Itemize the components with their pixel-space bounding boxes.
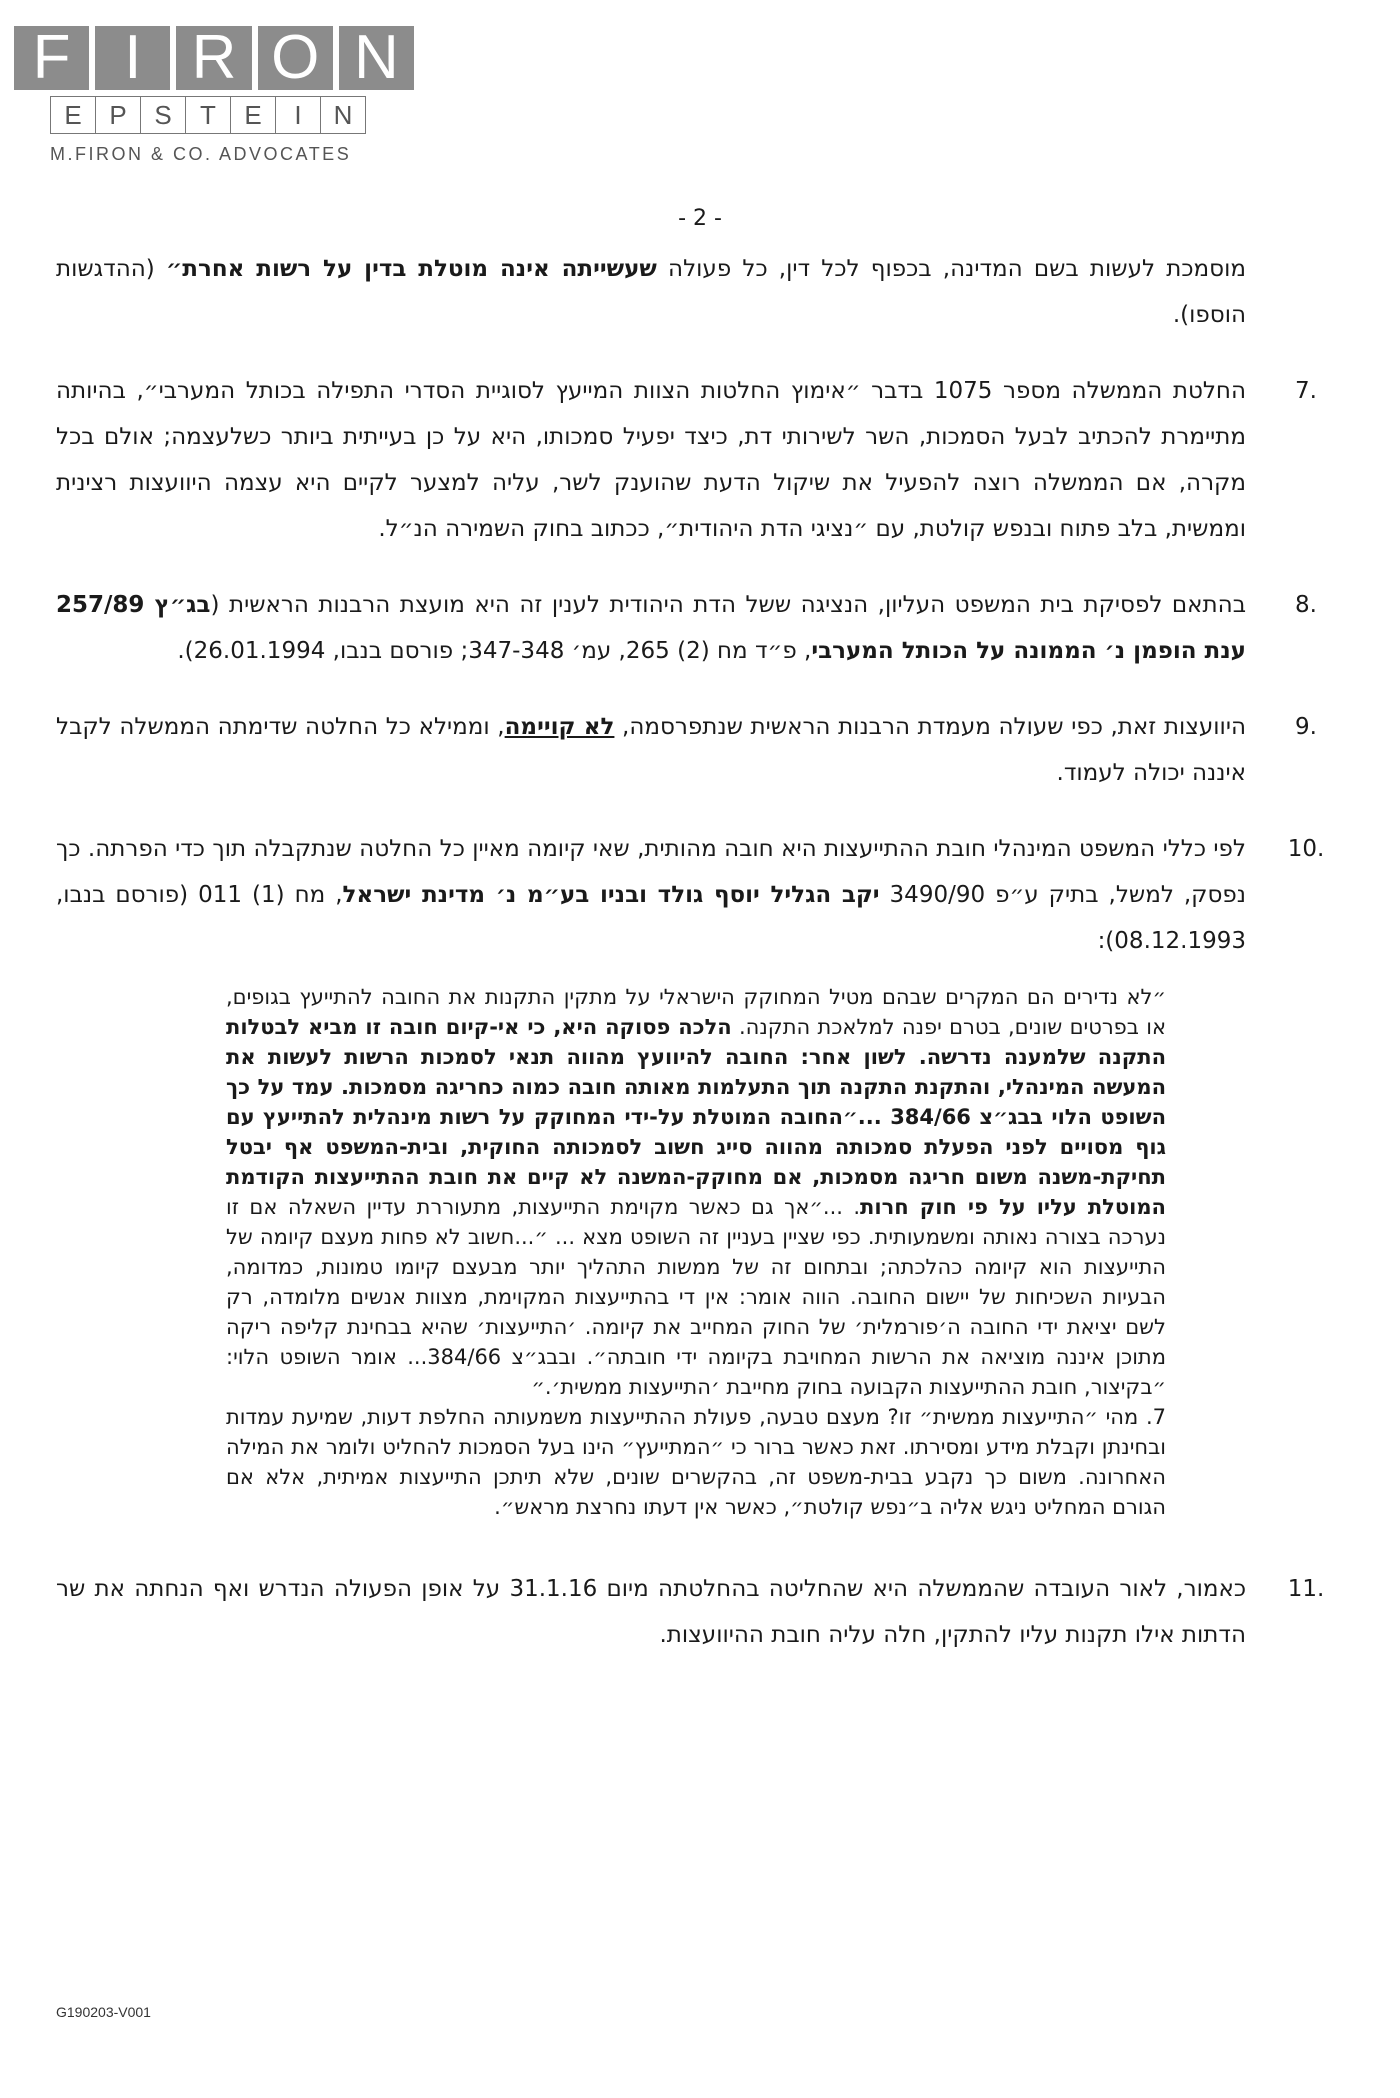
quote-text: 7. מהי ״התייעצות ממשית״ זו? מעצם טבעה, פעולת ההתייעצות משמעותה החלפת דעות, שמיעת עמדות ובחינתן וקבלת מידע ומסירתו. זאת כאשר ברור כי ״המתייעץ״ הינו בעל הסמכות להחליט ולומר את המילה האחרונה. משום כך נקבע בבית-משפט זה, בהקשרים שונים, שלא תיתכן התייעצות אמיתית, אלא אם הגורם המחליט ניגש אליה ב״נפש קולטת״, כאשר אין דעתו נחרצת מראש״. — [226, 1405, 1166, 1519]
paragraph-text: כאמור, לאור העובדה שהממשלה היא שהחליטה בהחלטתה מיום 31.1.16 על אופן הפעולה הנדרש ואף הנחתה את שר הדתות אילו תקנות עליו להתקין, חלה עליה חובת ההיוועצות. — [56, 1576, 1246, 1648]
quote-text: ״לא נדירים הם המקרים שבהם מטיל המחוקק הישראלי על מתקין התקנות את החובה להתייעץ בגופים, או בפרטים שונים, בטרם יפנה למלאכת התקנה. — [226, 985, 1166, 1039]
logo-letter: F — [14, 26, 89, 90]
firm-subtitle: M.FIRON & CO. ADVOCATES — [50, 144, 352, 164]
logo-epstein — [50, 96, 414, 134]
paragraph-number: 8. — [1295, 592, 1317, 618]
firm-logo — [14, 23, 414, 178]
bold-text-run: שעשייתה אינה מוטלת בדין על רשות אחרת״ — [165, 256, 657, 282]
quote-text: . ...״אך גם כאשר מקוימת התייעצות, מתעוררת עדיין השאלה אם זו נערכה בצורה נאותה ומשמעותית. כפי שציין בעניין זה השופט מצא ... ״...חשוב לא פחות מעצם קיומה של התייעצות הוא קיומה כהלכתה; ובתחום זה של ממשות התהליך יותר מבעצם קיומו טמונות, כמדומה, הבעיות השכיחות של יישום החובה. הווה אומר: אין די בהתייעצות המקוימת, מצוות אנשים מלומדה, רק לשם יציאת ידי החובה ה׳פורמלית׳ של החוק המחייב את קיומה. ׳התייעצות׳ שהיא בבחינת קליפה ריקה מתוכן איננה מוציאה את הרשות המחויבת בקיומה ידי חובתה״. ובבג״צ 384/66... אומר השופט הלוי: ״בקיצור, חובת ההתייעצות הקבועה בחוק מחייבת ׳התייעצות ממשית׳.״ — [226, 1195, 1166, 1399]
quote-bold-text: הלכה פסוקה היא, כי אי-קיום חובה זו מביא לבטלות התקנה שלמענה נדרשה. לשון אחר: החובה להיוועץ מהווה תנאי לסמכות הרשות לעשות את המעשה המינהלי, והתקנת התקנה תוך התעלמות מאותה חובה כמוה כחריגה מסמכות. עמד על כך השופט הלוי בבג״צ 384/66 ...״החובה המוטלת על-ידי המחוקק על רשות מינהלית להתייעץ עם גוף מסויים לפני הפעלת סמכותה מהווה סייג חשוב לסמכותה החוקית, ובית-המשפט אף יבטל תחיקת-משנה משום חריגה מסמכות, אם מחוקק-המשנה לא קיים את חובת ההתייעצות הקודמת המוטלת עליו על פי חוק חרות — [226, 1015, 1166, 1219]
numbered-paragraph — [56, 704, 1336, 796]
paragraph-text: החלטת הממשלה מספר 1075 בדבר ״אימוץ החלטות הצוות המייעץ לסוגיית הסדרי התפילה בכותל המערבי״, בהיותה מתיימרת להכתיב לבעל הסמכות, השר לשירותי דת, כיצד יפעיל סמכותו, היא על כן בעייתית ביותר כשלעצמה; אולם בכל מקרה, אם הממשלה רוצה להפעיל את שיקול הדעת שהוענק לשר, עליה למצער לקיים היא עצמה היוועצות רצינית וממשית, בלב פתוח ובנפש קולטת, עם ״נציגי הדת היהודית״, ככתוב בחוק השמירה הנ״ל. — [56, 378, 1246, 542]
text-run: מוסמכת לעשות בשם המדינה, בכפוף לכל דין, כל פעולה — [656, 256, 1246, 282]
paragraph-number: 7. — [1295, 378, 1317, 404]
numbered-paragraph — [56, 1566, 1336, 1658]
page-number: - 2 - — [678, 206, 722, 231]
logo-letter: R — [176, 26, 251, 90]
logo-letter: P — [95, 96, 140, 134]
numbered-paragraph — [56, 368, 1336, 552]
case-citation: בג״ץ 257/89 ענת הופמן נ׳ הממונה על הכותל המערבי — [56, 592, 1246, 664]
paragraph-number: 11. — [1287, 1576, 1325, 1602]
text-run: , פ״ד מח (2) 265, עמ׳ 347-348; פורסם בנבו, 26.01.1994). — [177, 638, 812, 664]
document-code: G190203-V001 — [56, 2004, 151, 2020]
logo-letter: N — [320, 96, 366, 134]
continuation-paragraph — [56, 246, 1336, 338]
document-body — [56, 246, 1336, 1688]
numbered-paragraph — [56, 826, 1336, 964]
logo-letter: N — [339, 26, 414, 90]
paragraph-number: 9. — [1295, 714, 1317, 740]
text-run: , וממילא כל החלטה שדימתה הממשלה לקבל איננה יכולה לעמוד. — [56, 714, 1246, 786]
underlined-emphasis: לא קויימה — [504, 714, 615, 740]
text-run: היוועצות זאת, כפי שעולה מעמדת הרבנות הראשית שנתפרסמה, — [614, 714, 1246, 740]
case-citation: יקב הגליל יוסף גולד ובניו בע״מ נ׳ מדינת ישראל — [342, 882, 880, 908]
logo-firon — [14, 23, 414, 92]
logo-letter: E — [50, 96, 95, 134]
text-run: , מח (1) 011 (פורסם בנבו, 08.12.1993): — [56, 882, 1246, 954]
logo-letter: O — [258, 26, 333, 90]
text-run: (ההדגשות הוספו). — [56, 256, 1246, 328]
text-run: לפי כללי המשפט המינהלי חובת ההתייעצות היא חובה מהותית, שאי קיומה מאיין כל החלטה שנתקבלה תוך כדי הפרתה. כך נפסק, למשל, בתיק ע״פ 3490/90 — [56, 836, 1246, 908]
numbered-paragraph — [56, 582, 1336, 674]
logo-letter: I — [95, 26, 170, 90]
logo-letter: I — [275, 96, 320, 134]
logo-letter: T — [185, 96, 230, 134]
block-quote — [226, 982, 1166, 1522]
logo-letter: S — [140, 96, 185, 134]
logo-letter: E — [230, 96, 275, 134]
text-run: בהתאם לפסיקת בית המשפט העליון, הנציגה ששל הדת היהודית לענין זה היא מועצת הרבנות הראשית ( — [210, 592, 1246, 618]
paragraph-number: 10. — [1287, 836, 1325, 862]
